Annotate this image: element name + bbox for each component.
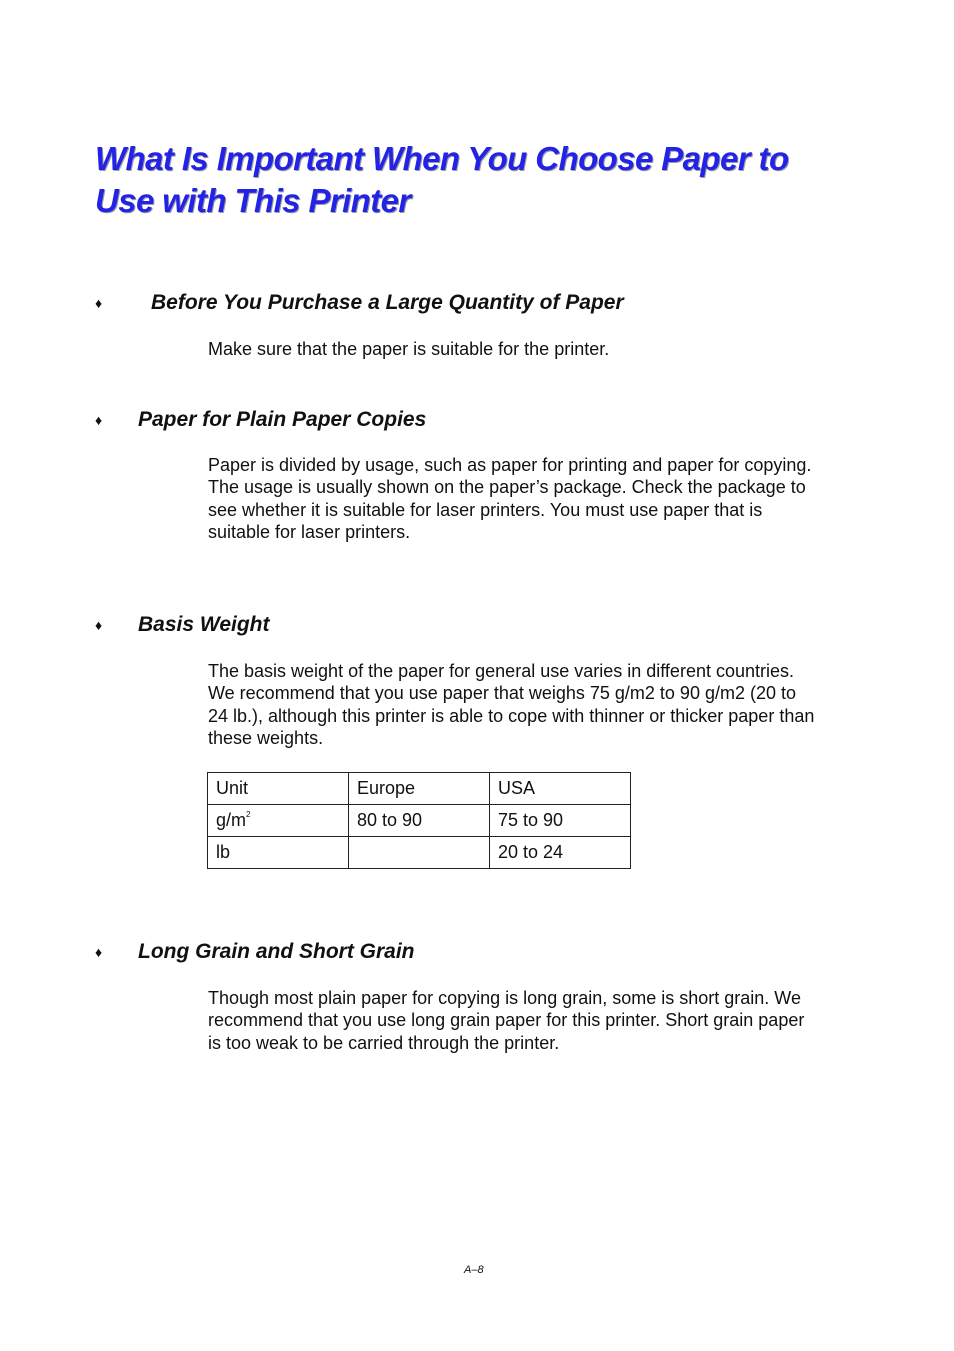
section-heading-grain xyxy=(95,939,415,965)
paragraph-line: Though most plain paper for copying is long grain, some is short grain. We xyxy=(208,988,801,1008)
diamond-bullet-icon: ♦ xyxy=(95,295,103,311)
table-row xyxy=(208,805,631,837)
basis-weight-table xyxy=(207,772,631,869)
diamond-bullet-icon: ♦ xyxy=(95,944,103,960)
table-header-cell: Europe xyxy=(349,773,490,805)
page-title-line-2: Use with This Printer xyxy=(95,182,411,219)
section-heading-text: Basis Weight xyxy=(138,613,270,636)
section-heading-text: Paper for Plain Paper Copies xyxy=(138,408,427,431)
page-title-line-1: What Is Important When You Choose Paper to xyxy=(95,140,789,177)
diamond-bullet-icon: ♦ xyxy=(95,412,103,428)
paragraph-line: Make sure that the paper is suitable for the printer. xyxy=(208,339,610,359)
section-body-basis-weight xyxy=(208,660,868,749)
paragraph-line: Paper is divided by usage, such as paper for printing and paper for copying. xyxy=(208,455,812,475)
paragraph-line: recommend that you use long grain paper for this printer. Short grain paper xyxy=(208,1010,805,1031)
table-header-row xyxy=(208,773,631,805)
section-body-plain-paper xyxy=(208,454,868,543)
paragraph-line: see whether it is suitable for laser printers. You must use paper that is xyxy=(208,499,763,520)
table-cell-usa: 75 to 90 xyxy=(490,805,631,837)
diamond-bullet-icon: ♦ xyxy=(95,617,103,633)
section-heading-text: Before You Purchase a Large Quantity of Paper xyxy=(151,291,624,314)
section-heading-plain-paper xyxy=(95,407,426,433)
table-cell-unit xyxy=(208,805,349,837)
table-header-cell: Unit xyxy=(208,773,349,805)
table-cell-europe xyxy=(349,837,490,869)
paragraph-line: suitable for laser printers. xyxy=(208,521,411,542)
section-body-purchase xyxy=(208,338,868,360)
table-row xyxy=(208,837,631,869)
paragraph-line: We recommend that you use paper that weighs 75 g/m2 to 90 g/m2 (20 to xyxy=(208,683,796,704)
paragraph-line: The basis weight of the paper for general use varies in different countries. xyxy=(208,661,795,681)
paragraph-line: The usage is usually shown on the paper’s package. Check the package to xyxy=(208,477,806,498)
paragraph-line: is too weak to be carried through the printer. xyxy=(208,1032,560,1053)
table-header-cell: USA xyxy=(490,773,631,805)
table-cell-europe: 80 to 90 xyxy=(349,805,490,837)
paragraph-line: 24 lb.), although this printer is able to cope with thinner or thicker paper than xyxy=(208,705,815,726)
section-heading-text: Long Grain and Short Grain xyxy=(138,940,415,963)
paragraph-line: these weights. xyxy=(208,727,324,748)
section-heading-basis-weight xyxy=(95,612,269,638)
page-number: A–8 xyxy=(464,1264,484,1276)
page-title xyxy=(95,138,895,222)
table-cell-usa: 20 to 24 xyxy=(490,837,631,869)
table-cell-unit: lb xyxy=(208,837,349,869)
unit-superscript: 2 xyxy=(246,810,251,819)
section-heading-purchase xyxy=(95,290,624,316)
unit-text: g/m xyxy=(216,810,247,830)
section-body-grain xyxy=(208,987,868,1054)
